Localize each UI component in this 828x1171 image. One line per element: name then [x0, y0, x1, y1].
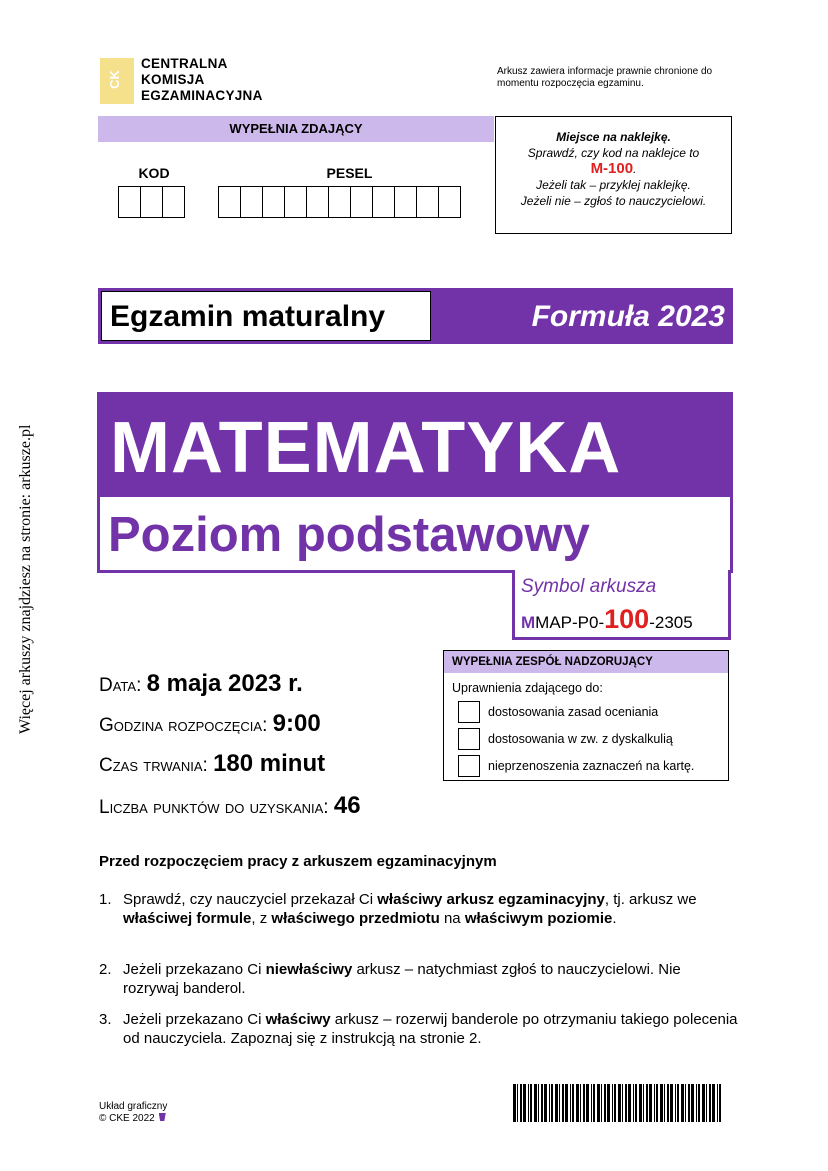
cke-logo-mark: [100, 58, 134, 104]
sticker-title: Miejsce na naklejkę.: [556, 130, 671, 144]
instruction-text: Sprawdź, czy nauczyciel przekazał Ci właściwy arkusz egzaminacyjny, tj. arkusz we właściwej formule, z właściwego przedmiotu na właściwym poziomie.: [123, 891, 697, 927]
supervisor-option: [458, 728, 673, 750]
symbol-suffix: -2305: [649, 613, 693, 632]
time-value: 9:00: [272, 710, 321, 737]
points-value: 46: [333, 792, 361, 819]
instruction-number: 3.: [99, 1011, 112, 1028]
exam-start-time: [99, 710, 321, 738]
option-label: nieprzenoszenia zaznaczeń na kartę.: [488, 759, 695, 773]
kod-cell[interactable]: [140, 186, 163, 218]
pesel-label: PESEL: [326, 165, 373, 181]
instruction-text: Jeżeli przekazano Ci właściwy arkusz – rozerwij banderole po otrzymaniu takiego polecenia od nauczyciela. Zapoznaj się z instrukcją na stronie 2.: [123, 1011, 738, 1047]
date-label: Data:: [99, 675, 142, 696]
barcode-icon: [513, 1084, 723, 1122]
symbol-code: [521, 604, 693, 635]
sticker-area: [495, 116, 732, 234]
kod-cell[interactable]: [118, 186, 141, 218]
instruction-item: [99, 1010, 739, 1048]
footer-line-2: © CKE 2022: [99, 1113, 155, 1124]
duration-value: 180 minut: [213, 750, 326, 777]
sticker-yes-text: Jeżeli tak – przyklej naklejkę.: [536, 178, 691, 192]
pesel-cell[interactable]: [372, 186, 395, 218]
date-value: 8 maja 2023 r.: [146, 670, 303, 697]
instruction-item: [99, 890, 739, 928]
duration-label: Czas trwania:: [99, 755, 208, 776]
instruction-number: 1.: [99, 891, 112, 908]
exam-formula: Formuła 2023: [531, 300, 725, 333]
sticker-check-text: Sprawdź, czy kod na naklejce to: [527, 146, 700, 160]
instruction-number: 2.: [99, 961, 112, 978]
pesel-cell[interactable]: [350, 186, 373, 218]
symbol-prefix-m: M: [521, 613, 536, 632]
symbol-prefix: MAP-P0-: [535, 613, 605, 632]
pesel-cell[interactable]: [394, 186, 417, 218]
exam-name: Egzamin maturalny: [101, 291, 431, 341]
supervisors-header: WYPEŁNIA ZESPÓŁ NADZORUJĄCY: [444, 651, 728, 673]
sticker-no-text: Jeżeli nie – zgłoś to nauczycielowi.: [520, 194, 707, 208]
option-label: dostosowania zasad oceniania: [488, 705, 659, 719]
supervisor-option: [458, 701, 658, 723]
symbol-number: 100: [604, 604, 650, 634]
instruction-text: Jeżeli przekazano Ci niewłaściwy arkusz – natychmiast zgłoś to nauczycielowi. Nie rozrywaj banderol.: [123, 961, 681, 997]
kod-cell[interactable]: [162, 186, 185, 218]
subject-level: Poziom podstawowy: [108, 508, 590, 562]
option-checkbox[interactable]: [458, 701, 480, 723]
cup-icon: [159, 1113, 166, 1121]
pesel-cell[interactable]: [284, 186, 307, 218]
exam-duration: [99, 750, 325, 778]
option-checkbox[interactable]: [458, 728, 480, 750]
pesel-cell[interactable]: [306, 186, 329, 218]
instruction-item: [99, 960, 739, 998]
option-label: dostosowania w zw. z dyskalkulią: [488, 732, 673, 746]
exam-date: [99, 670, 303, 698]
sticker-code-suffix: .: [633, 162, 637, 176]
side-watermark-text: Więcej arkuszy znajdziesz na stronie: arkusze.pl: [17, 424, 34, 734]
points-label: Liczba punktów do uzyskania:: [99, 797, 329, 818]
pesel-cell[interactable]: [218, 186, 241, 218]
kod-label: KOD: [138, 165, 170, 181]
pesel-input-cells[interactable]: [218, 186, 461, 218]
pesel-cell[interactable]: [438, 186, 461, 218]
exam-points: [99, 792, 361, 820]
option-checkbox[interactable]: [458, 755, 480, 777]
logo-line-1: CENTRALNA: [141, 56, 228, 71]
supervisor-option: [458, 755, 694, 777]
symbol-label: Symbol arkusza: [521, 576, 657, 597]
time-label: Godzina rozpoczęcia:: [99, 715, 268, 736]
candidate-fill-header: WYPEŁNIA ZDAJĄCY: [98, 116, 494, 142]
sticker-code: M-100: [590, 160, 634, 177]
logo-line-3: EGZAMINACYJNA: [141, 88, 263, 103]
footer-line-1: Układ graficzny: [99, 1101, 168, 1112]
footer-line-2-wrap: [99, 1113, 167, 1125]
instructions-heading: Przed rozpoczęciem pracy z arkuszem egzaminacyjnym: [99, 853, 497, 870]
logo-line-2: KOMISJA: [141, 72, 205, 87]
subject-title: MATEMATYKA: [110, 408, 622, 488]
sticker-code-line: [496, 161, 731, 177]
cke-logo-text: [141, 56, 263, 104]
logo-mark-text: CK: [106, 70, 122, 89]
pesel-cell[interactable]: [416, 186, 439, 218]
kod-input-cells[interactable]: [118, 186, 185, 218]
footer-credits: [99, 1101, 167, 1125]
pesel-cell[interactable]: [262, 186, 285, 218]
legal-notice: Arkusz zawiera informacje prawnie chronione do momentu rozpoczęcia egzaminu.: [497, 66, 713, 89]
pesel-cell[interactable]: [240, 186, 263, 218]
pesel-cell[interactable]: [328, 186, 351, 218]
supervisors-subtitle: Uprawnienia zdającego do:: [452, 681, 603, 695]
